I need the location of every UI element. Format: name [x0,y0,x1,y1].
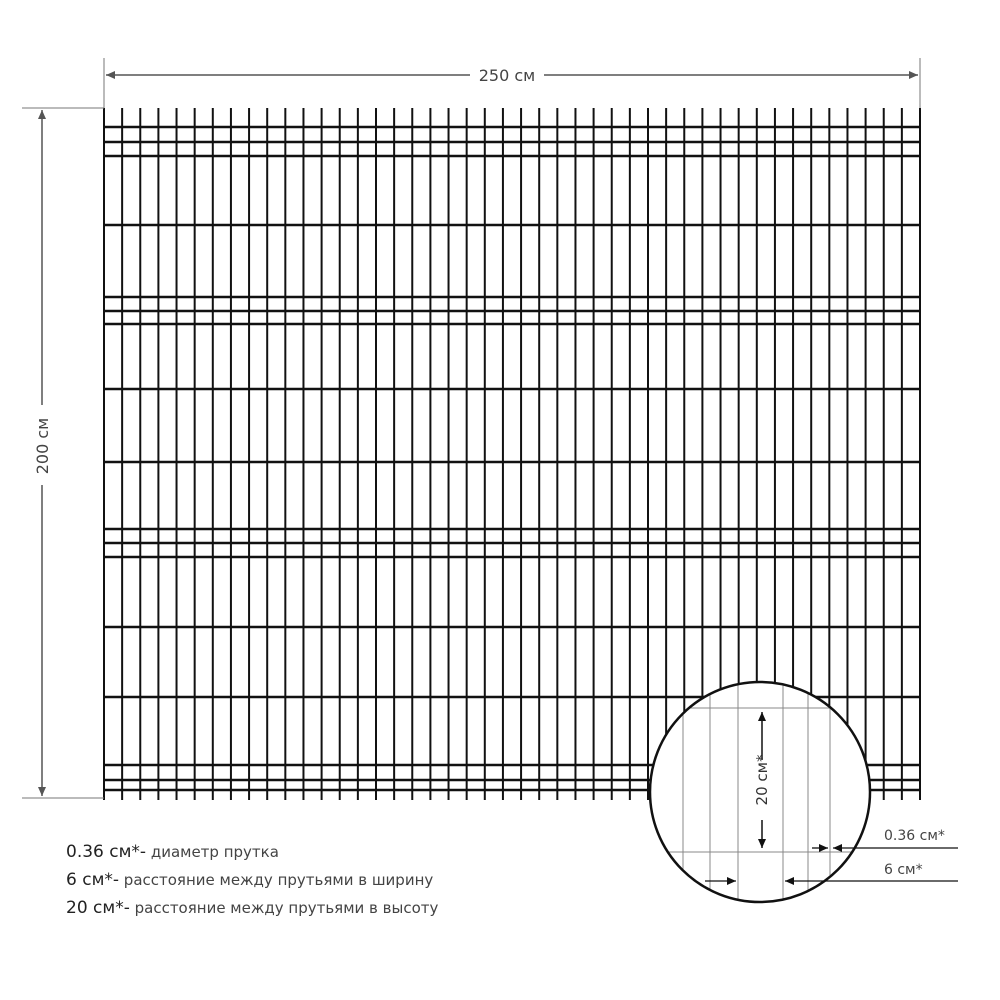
legend-item-diameter [66,838,438,866]
legend-text: расстояние между прутьями в ширину [119,871,434,889]
detail-thickness-label: 0.36 см* [884,828,945,844]
legend-item-width-spacing [66,866,438,894]
width-dimension [104,58,920,108]
legend-text: диаметр прутка [146,843,279,861]
legend-value: 20 см*- [66,898,130,918]
legend-value: 6 см*- [66,870,120,890]
height-label: 200 см [33,417,52,475]
detail-magnifier [645,680,958,905]
detail-spacing-label: 6 см* [884,862,923,878]
height-dimension [22,108,104,798]
legend-item-height-spacing [66,894,438,922]
legend-value: 0.36 см*- [66,842,147,862]
width-label: 250 см [478,66,536,85]
legend-text: расстояние между прутьями в высоту [129,899,439,917]
detail-vertical-label: 20 см* [753,754,771,806]
legend [66,838,438,922]
